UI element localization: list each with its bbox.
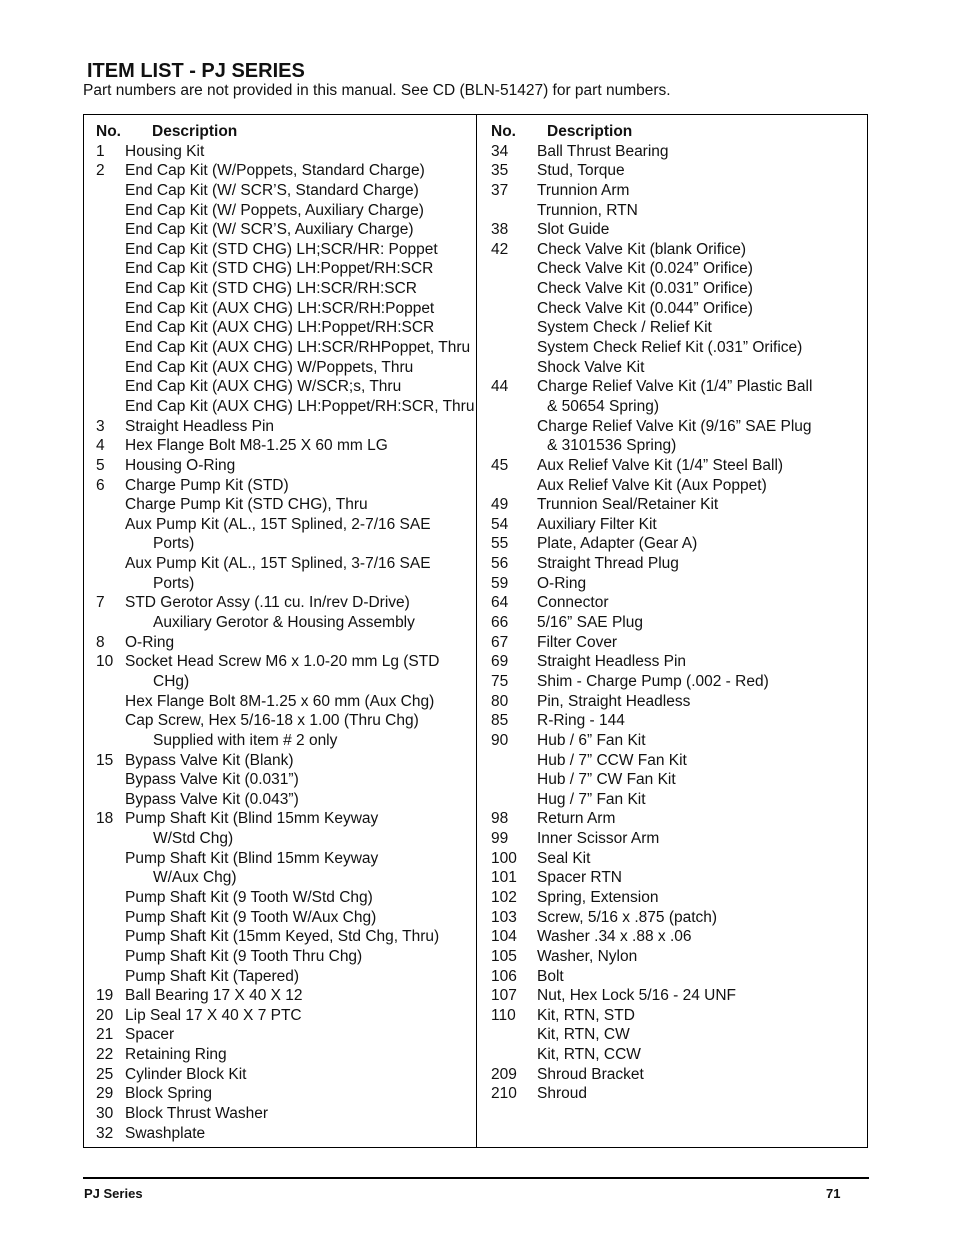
item-description: Aux Pump Kit (AL., 15T Splined, 3-7/16 SAE bbox=[125, 555, 431, 573]
item-number: 7 bbox=[96, 594, 105, 612]
item-description: Trunnion Arm bbox=[537, 181, 630, 199]
table-row bbox=[491, 849, 861, 869]
item-description: Straight Headless Pin bbox=[125, 417, 275, 435]
item-number: 42 bbox=[491, 240, 509, 258]
item-number: 99 bbox=[491, 830, 509, 848]
table-row bbox=[96, 1065, 471, 1085]
item-description: Ports) bbox=[153, 535, 195, 553]
item-description: End Cap Kit (STD CHG) LH:SCR/RH:SCR bbox=[125, 280, 417, 298]
table-row bbox=[491, 770, 861, 790]
table-row bbox=[96, 417, 471, 437]
item-number: 209 bbox=[491, 1065, 517, 1083]
table-row bbox=[96, 731, 471, 751]
item-description: Charge Relief Valve Kit (9/16” SAE Plug bbox=[537, 417, 812, 435]
item-description: Hex Flange Bolt M8-1.25 X 60 mm LG bbox=[125, 437, 388, 455]
table-row bbox=[96, 711, 471, 731]
table-row bbox=[96, 299, 471, 319]
item-description: Kit, RTN, STD bbox=[537, 1006, 635, 1024]
table-row bbox=[491, 476, 861, 496]
item-description: Pump Shaft Kit (9 Tooth Thru Chg) bbox=[125, 947, 363, 965]
table-row bbox=[96, 1045, 471, 1065]
table-row bbox=[491, 731, 861, 751]
table-row bbox=[491, 436, 861, 456]
header-description: Description bbox=[152, 123, 238, 140]
item-number: 22 bbox=[96, 1046, 114, 1064]
table-row bbox=[491, 927, 861, 947]
table-row bbox=[491, 868, 861, 888]
table-row bbox=[96, 397, 475, 417]
item-description: Cylinder Block Kit bbox=[125, 1065, 247, 1083]
item-description: Block Thrust Washer bbox=[125, 1105, 268, 1123]
table-row bbox=[491, 829, 861, 849]
item-description: Trunnion, RTN bbox=[537, 201, 638, 219]
item-description: Hub / 6” Fan Kit bbox=[537, 731, 646, 749]
table-row bbox=[491, 1045, 861, 1065]
item-description: Nut, Hex Lock 5/16 - 24 UNF bbox=[537, 987, 736, 1005]
item-description: Check Valve Kit (blank Orifice) bbox=[537, 240, 747, 258]
item-description: Bypass Valve Kit (Blank) bbox=[125, 751, 294, 769]
item-description: Straight Headless Pin bbox=[537, 653, 687, 671]
table-row bbox=[96, 1025, 471, 1045]
table-row bbox=[491, 947, 861, 967]
table-row bbox=[96, 456, 471, 476]
item-number: 75 bbox=[491, 672, 509, 690]
table-row bbox=[96, 515, 471, 535]
table-row bbox=[491, 1025, 861, 1045]
table-row bbox=[96, 240, 471, 260]
item-description: Pin, Straight Headless bbox=[537, 692, 691, 710]
table-row bbox=[491, 377, 861, 397]
item-description: Shroud bbox=[537, 1085, 587, 1103]
item-number: 45 bbox=[491, 456, 509, 474]
item-description: Block Spring bbox=[125, 1085, 213, 1103]
item-description: Bolt bbox=[537, 967, 564, 985]
table-row bbox=[491, 692, 861, 712]
item-number: 8 bbox=[96, 633, 105, 651]
item-description: Aux Relief Valve Kit (Aux Poppet) bbox=[537, 476, 767, 494]
item-number: 105 bbox=[491, 947, 517, 965]
header-description: Description bbox=[547, 123, 633, 140]
item-number: 32 bbox=[96, 1124, 114, 1142]
footer-series-label: PJ Series bbox=[84, 1186, 143, 1201]
table-row bbox=[491, 495, 861, 515]
item-description: 5/16” SAE Plug bbox=[537, 614, 643, 632]
table-row bbox=[491, 790, 861, 810]
item-description: & 3101536 Spring) bbox=[547, 437, 677, 455]
item-description: Straight Thread Plug bbox=[537, 555, 679, 573]
table-row bbox=[96, 947, 471, 967]
item-description: System Check / Relief Kit bbox=[537, 319, 712, 337]
item-number: 80 bbox=[491, 692, 509, 710]
table-row bbox=[491, 986, 861, 1006]
right-column bbox=[491, 122, 861, 1104]
table-row bbox=[96, 672, 471, 692]
table-row bbox=[491, 318, 861, 338]
item-description: Shroud Bracket bbox=[537, 1065, 644, 1083]
table-row bbox=[96, 181, 471, 201]
item-description: Hub / 7” CW Fan Kit bbox=[537, 771, 676, 789]
item-description: Charge Pump Kit (STD) bbox=[125, 476, 289, 494]
table-row bbox=[96, 161, 471, 181]
item-description: End Cap Kit (AUX CHG) W/Poppets, Thru bbox=[125, 358, 414, 376]
item-number: 110 bbox=[491, 1006, 516, 1024]
item-number: 56 bbox=[491, 555, 509, 573]
table-row bbox=[491, 534, 861, 554]
item-description: End Cap Kit (AUX CHG) LH:Poppet/RH:SCR bbox=[125, 319, 435, 337]
item-description: Retaining Ring bbox=[125, 1046, 227, 1064]
table-row bbox=[96, 849, 471, 869]
item-description: Lip Seal 17 X 40 X 7 PTC bbox=[125, 1006, 302, 1024]
item-number: 5 bbox=[96, 456, 105, 474]
table-row bbox=[96, 495, 471, 515]
table-row bbox=[491, 809, 861, 829]
item-description: Plate, Adapter (Gear A) bbox=[537, 535, 698, 553]
table-row bbox=[491, 397, 861, 417]
page-subtitle: Part numbers are not provided in this manual. See CD (BLN-51427) for part numbers. bbox=[83, 82, 671, 99]
item-description: Check Valve Kit (0.044” Orifice) bbox=[537, 299, 753, 317]
item-description: Shim - Charge Pump (.002 - Red) bbox=[537, 672, 769, 690]
table-row bbox=[96, 809, 471, 829]
table-row bbox=[96, 829, 471, 849]
table-row bbox=[96, 692, 471, 712]
table-row bbox=[491, 652, 861, 672]
item-number: 107 bbox=[491, 987, 517, 1005]
item-description: W/Std Chg) bbox=[153, 830, 234, 848]
item-number: 30 bbox=[96, 1105, 114, 1123]
table-row bbox=[96, 1006, 471, 1026]
table-row bbox=[96, 1104, 471, 1124]
item-description: Pump Shaft Kit (Blind 15mm Keyway bbox=[125, 849, 379, 867]
table-row bbox=[491, 751, 861, 771]
item-number: 49 bbox=[491, 496, 509, 514]
header-no: No. bbox=[491, 123, 516, 140]
table-row bbox=[96, 593, 471, 613]
table-row bbox=[96, 279, 471, 299]
table-row bbox=[96, 358, 471, 378]
table-row bbox=[491, 338, 861, 358]
column-divider bbox=[476, 115, 477, 1147]
item-number: 44 bbox=[491, 378, 509, 396]
table-row bbox=[96, 868, 471, 888]
item-description: Auxiliary Filter Kit bbox=[537, 515, 657, 533]
item-number: 15 bbox=[96, 751, 114, 769]
item-description: End Cap Kit (STD CHG) LH;SCR/HR: Poppet bbox=[125, 240, 438, 258]
item-number: 64 bbox=[491, 594, 509, 612]
table-row bbox=[96, 613, 471, 633]
item-description: & 50654 Spring) bbox=[547, 397, 660, 415]
left-column bbox=[96, 122, 475, 1143]
item-description: Cap Screw, Hex 5/16-18 x 1.00 (Thru Chg) bbox=[125, 712, 419, 730]
item-list-table bbox=[83, 114, 868, 1148]
item-number: 54 bbox=[491, 515, 509, 533]
table-row bbox=[491, 181, 861, 201]
item-number: 90 bbox=[491, 731, 509, 749]
table-row bbox=[96, 770, 471, 790]
table-row bbox=[96, 534, 471, 554]
item-description: Bypass Valve Kit (0.043”) bbox=[125, 790, 299, 808]
table-row bbox=[491, 299, 861, 319]
table-row bbox=[491, 201, 861, 221]
item-description: CHg) bbox=[153, 672, 190, 690]
table-row bbox=[491, 554, 861, 574]
table-row bbox=[491, 515, 861, 535]
item-number: 103 bbox=[491, 908, 517, 926]
item-number: 37 bbox=[491, 181, 509, 199]
item-number: 210 bbox=[491, 1085, 517, 1103]
table-row bbox=[96, 574, 471, 594]
item-number: 20 bbox=[96, 1006, 114, 1024]
item-number: 25 bbox=[96, 1065, 114, 1083]
item-number: 85 bbox=[491, 712, 509, 730]
item-description: Stud, Torque bbox=[537, 162, 625, 180]
item-description: Pump Shaft Kit (9 Tooth W/Aux Chg) bbox=[125, 908, 377, 926]
item-description: O-Ring bbox=[125, 633, 175, 651]
item-description: Spacer RTN bbox=[537, 869, 622, 887]
table-row bbox=[96, 318, 471, 338]
table-row bbox=[96, 142, 471, 162]
item-number: 106 bbox=[491, 967, 517, 985]
table-row bbox=[96, 1124, 471, 1144]
item-description: Pump Shaft Kit (9 Tooth W/Std Chg) bbox=[125, 888, 373, 906]
item-description: Return Arm bbox=[537, 810, 616, 828]
item-number: 10 bbox=[96, 653, 114, 671]
item-description: Hex Flange Bolt 8M-1.25 x 60 mm (Aux Chg) bbox=[125, 692, 435, 710]
item-description: Socket Head Screw M6 x 1.0-20 mm Lg (STD bbox=[125, 653, 440, 671]
item-description: R-Ring - 144 bbox=[537, 712, 625, 730]
item-number: 101 bbox=[491, 869, 517, 887]
item-description: Pump Shaft Kit (Blind 15mm Keyway bbox=[125, 810, 379, 828]
table-row bbox=[491, 633, 861, 653]
table-row bbox=[96, 554, 471, 574]
item-description: Ports) bbox=[153, 574, 195, 592]
item-description: Spring, Extension bbox=[537, 888, 659, 906]
table-row bbox=[491, 1084, 861, 1104]
table-row bbox=[491, 593, 861, 613]
table-row bbox=[96, 751, 471, 771]
table-row bbox=[96, 927, 471, 947]
table-row bbox=[96, 908, 471, 928]
item-description: End Cap Kit (AUX CHG) LH:Poppet/RH:SCR, Thru bbox=[125, 397, 475, 415]
item-description: End Cap Kit (AUX CHG) W/SCR;s, Thru bbox=[125, 378, 402, 396]
item-description: O-Ring bbox=[537, 574, 587, 592]
item-description: STD Gerotor Assy (.11 cu. In/rev D-Drive) bbox=[125, 594, 410, 612]
item-number: 35 bbox=[491, 162, 509, 180]
item-description: End Cap Kit (W/ SCR’S, Standard Charge) bbox=[125, 181, 419, 199]
item-description: Aux Pump Kit (AL., 15T Splined, 2-7/16 SAE bbox=[125, 515, 431, 533]
item-number: 34 bbox=[491, 142, 509, 160]
table-row bbox=[491, 672, 861, 692]
item-description: Ball Bearing 17 X 40 X 12 bbox=[125, 987, 303, 1005]
item-description: Aux Relief Valve Kit (1/4” Steel Ball) bbox=[537, 456, 784, 474]
item-description: Filter Cover bbox=[537, 633, 618, 651]
item-description: End Cap Kit (STD CHG) LH:Poppet/RH:SCR bbox=[125, 260, 434, 278]
item-number: 66 bbox=[491, 614, 509, 632]
item-description: Trunnion Seal/Retainer Kit bbox=[537, 496, 719, 514]
item-description: End Cap Kit (AUX CHG) LH:SCR/RHPoppet, Thru bbox=[125, 339, 471, 357]
table-row bbox=[491, 711, 861, 731]
item-description: W/Aux Chg) bbox=[153, 869, 237, 887]
item-description: Housing O-Ring bbox=[125, 456, 236, 474]
table-row bbox=[491, 142, 861, 162]
table-row bbox=[491, 358, 861, 378]
item-description: Kit, RTN, CW bbox=[537, 1026, 630, 1044]
table-row bbox=[96, 790, 471, 810]
item-number: 21 bbox=[96, 1026, 114, 1044]
table-row bbox=[491, 417, 861, 437]
item-description: End Cap Kit (AUX CHG) LH:SCR/RH:Poppet bbox=[125, 299, 435, 317]
table-row bbox=[491, 259, 861, 279]
item-number: 4 bbox=[96, 437, 105, 455]
item-number: 55 bbox=[491, 535, 509, 553]
item-number: 38 bbox=[491, 221, 509, 239]
table-row bbox=[96, 220, 471, 240]
item-number: 59 bbox=[491, 574, 509, 592]
item-number: 2 bbox=[96, 162, 105, 180]
item-description: Supplied with item # 2 only bbox=[153, 731, 338, 749]
table-row bbox=[491, 240, 861, 260]
table-row bbox=[96, 476, 471, 496]
item-number: 102 bbox=[491, 888, 517, 906]
item-number: 100 bbox=[491, 849, 517, 867]
item-number: 19 bbox=[96, 987, 114, 1005]
table-row bbox=[491, 1065, 861, 1085]
table-row bbox=[96, 967, 471, 987]
item-description: Hug / 7” Fan Kit bbox=[537, 790, 646, 808]
item-description: Seal Kit bbox=[537, 849, 591, 867]
item-description: Washer, Nylon bbox=[537, 947, 638, 965]
item-description: End Cap Kit (W/ Poppets, Auxiliary Charge) bbox=[125, 201, 424, 219]
item-description: Charge Pump Kit (STD CHG), Thru bbox=[125, 496, 368, 514]
table-row bbox=[96, 338, 471, 358]
table-row bbox=[96, 436, 471, 456]
item-description: Kit, RTN, CCW bbox=[537, 1046, 641, 1064]
item-description: Spacer bbox=[125, 1026, 175, 1044]
item-description: Charge Relief Valve Kit (1/4” Plastic Ball bbox=[537, 378, 813, 396]
table-row bbox=[491, 888, 861, 908]
page-number: 71 bbox=[826, 1186, 841, 1201]
item-number: 104 bbox=[491, 928, 517, 946]
item-description: Pump Shaft Kit (Tapered) bbox=[125, 967, 300, 985]
item-description: Auxiliary Gerotor & Housing Assembly bbox=[153, 614, 415, 632]
item-number: 67 bbox=[491, 633, 509, 651]
table-row bbox=[96, 1084, 471, 1104]
table-row bbox=[491, 456, 861, 476]
table-row bbox=[96, 652, 471, 672]
item-number: 1 bbox=[96, 142, 105, 160]
table-row bbox=[491, 279, 861, 299]
table-row bbox=[491, 967, 861, 987]
table-row bbox=[491, 220, 861, 240]
item-description: Hub / 7” CCW Fan Kit bbox=[537, 751, 687, 769]
item-description: Pump Shaft Kit (15mm Keyed, Std Chg, Thru) bbox=[125, 928, 440, 946]
item-number: 3 bbox=[96, 417, 105, 435]
header-no: No. bbox=[96, 123, 121, 140]
footer-rule bbox=[83, 1177, 869, 1179]
item-number: 6 bbox=[96, 476, 105, 494]
item-description: Bypass Valve Kit (0.031”) bbox=[125, 771, 299, 789]
item-description: Washer .34 x .88 x .06 bbox=[537, 928, 692, 946]
item-description: Check Valve Kit (0.024” Orifice) bbox=[537, 260, 753, 278]
item-description: Shock Valve Kit bbox=[537, 358, 645, 376]
item-description: Ball Thrust Bearing bbox=[537, 142, 669, 160]
item-description: End Cap Kit (W/ SCR’S, Auxiliary Charge) bbox=[125, 221, 414, 239]
page-title: ITEM LIST - PJ SERIES bbox=[87, 60, 305, 82]
table-row bbox=[96, 888, 471, 908]
item-description: System Check Relief Kit (.031” Orifice) bbox=[537, 339, 803, 357]
table-row bbox=[96, 633, 471, 653]
item-description: Connector bbox=[537, 594, 609, 612]
item-number: 18 bbox=[96, 810, 114, 828]
table-row bbox=[491, 613, 861, 633]
item-description: Check Valve Kit (0.031” Orifice) bbox=[537, 280, 753, 298]
item-description: End Cap Kit (W/Poppets, Standard Charge) bbox=[125, 162, 425, 180]
item-description: Swashplate bbox=[125, 1124, 206, 1142]
item-number: 29 bbox=[96, 1085, 114, 1103]
item-description: Slot Guide bbox=[537, 221, 610, 239]
table-row bbox=[491, 908, 861, 928]
table-row bbox=[491, 574, 861, 594]
item-description: Screw, 5/16 x .875 (patch) bbox=[537, 908, 718, 926]
item-description: Housing Kit bbox=[125, 142, 205, 160]
table-row bbox=[96, 377, 471, 397]
item-description: Inner Scissor Arm bbox=[537, 830, 660, 848]
table-row bbox=[96, 201, 471, 221]
table-row bbox=[491, 161, 861, 181]
table-row bbox=[96, 259, 471, 279]
table-row bbox=[96, 986, 471, 1006]
left-header-row bbox=[96, 122, 471, 142]
right-header-row bbox=[491, 122, 861, 142]
item-number: 69 bbox=[491, 653, 509, 671]
table-row bbox=[491, 1006, 861, 1026]
item-number: 98 bbox=[491, 810, 509, 828]
